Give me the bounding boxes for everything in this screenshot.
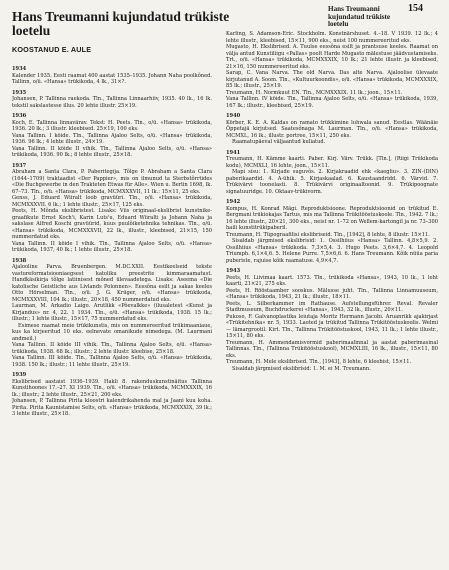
year-heading: 1935 — [12, 89, 27, 96]
year-heading: 1941 — [226, 149, 241, 156]
bibliography-entry: Sisaldab järgmised ekslibrisid: 1. Ossilhiius «Hansa» Tallinn. 4,8×5,9. 2. Ossilhiius «Hansa» trükikoda. 7,3×5,4. 3. Hugo Peets. 3,6×4,7. 4. Leopold Triumph. 6,1×4,6. 5. Helene Purre. 7,5×6,6. 6. Hans Treumann. Kõik nüüa paria puberiste, rajuise kõik raamatuse. 4,9×4,7. — [226, 238, 438, 264]
bibliography-entry: Mapi sisu: 1. Kirjade suguvõs. 2. Kirjakraadid ehk «kaegliu». 3. ZIN-(DIN) paberikaardid. 4. A-ühik. 5. Kirjaskaalad. 6. Kaustaandridd. 6. Värvid. 7. Trükivärvi toonelasti. 8. Trükivärvi originaaltoonid. 9. Trükipoognate signatuuridge. 10. Oktaav-trükivorm. — [226, 169, 438, 195]
year-heading: 1939 — [12, 372, 27, 378]
page-number: 154 — [408, 3, 423, 14]
author-line: KOOSTANUD E. AULE — [12, 45, 92, 54]
bibliography-entry: Raamatupäeval väljaantud kuliatud. — [232, 139, 326, 145]
bibliography-entry: Vana Tallinn. III köide. Tln., Tallinna Ajaloo Selts, o/ü. «Hansa» trükikoda, 1938. 150 lk.; illustr.; 11 lehte illustr., 25×19. — [12, 355, 212, 368]
bibliography-entry: Kalender 1935. Eesti raamat 400 aastat 1535–1935. Johann Naha poolkõned. Tallinn, o/ü. «Hansa» trükikoda, 4 lk., 31×?. — [12, 72, 212, 85]
bibliography-entry: Peets, H. Liivimaa kaart. 1573. Tln., trükikoda «Hansa», 1943, 10 lk., 1 leht kaarti, 21×21, 275 eks. — [226, 274, 438, 287]
year-heading: 1940 — [226, 113, 241, 119]
bibliography-entry: Treumann, H. Mele ekslibrised. Tln., [1943], 8 lehte, 6 kleebist, 15×11. — [226, 359, 412, 365]
bibliography-entry: Treumann, H. Tüpograafilisi ekslibriseid. Tln., [1942], 8 lehte, 8 illustr. 15×11. — [226, 231, 430, 238]
bibliography-entry: Peets, L. Silberkammer im Rathause. Aufstellungsführer. Reval. Revaler Stadtmuseum, Buchdruckerei «Hansa», 1943, 32 lk., illustr., 20×11. — [226, 300, 438, 313]
year-heading: 1937 — [12, 162, 27, 169]
left-column — [12, 66, 212, 566]
bibliography-entry: Johansen, P. Tallinna raekoda. Tln., Tallinna Linnaarhiiv, 1935. 40 lk., 16 lk. tekstil sakslastesse illus. 20 lehte illustr. 25×19. — [12, 96, 212, 109]
bibliography-entry: Esimese raamat meie trükikunstis, mis on nummereeritud trükimaaniaue, kus ka kirjeeritud 10 eks. eelnevate omanikude nimedega. (M. Laurmani andmeil.) — [12, 322, 212, 342]
bibliography-entry: Körber, K. E. A. Kaldas on ramato trükkimine luhwala sanud. Eestlas. Wäänäie Öppetajä kirjutsed. Saatesõnaga M. Laurman. Tln., o/ü. «Hansa» trükikoda, MCMXL, 16 lk.; illustr. portree, 15×11, 250 eks. — [226, 119, 438, 139]
year-heading: 1934 — [12, 66, 27, 72]
bibliography-entry: Mugasto, H. Ekslibrised. A. Tuulse eessõna esilt ja prantsuse keeles. Raamat on välja antud Kunstiliigu «Pallas» poolt Harde Mugasto mälestuse jäädvustamiseks. Trt., o/ü. «Hansa» trükikoda, MCMXXXIX, 10 lk.; 21 lehte illustr. ja kleebised, 21×16, 150 nummereeritud eks. — [226, 44, 438, 70]
bibliography-entry: Abraham a Santa Clara, P. Paberitegija. Tõlge P. Abraham a Santa Clara (1644–1709) traktaadist «Der Pappier», mis on ilmunud ta Sterbstõrrtides «Die Buchgewerbe in den Trakteten Etwas für Alle». Wien u. Berlin 1698, lk. 67–73. Tln., o/ü. «Hansa» trükikoda, MCMXXXVII, 11 lk.: 15×11, 25 eks. — [12, 169, 212, 195]
bibliography-entry: Kompus, H. Konrad Mägi. Reproduktsioone. Reproduktsioonid on trükitud E. Bergmani trükiokajas Tartus, mis ma Tallinna Trükitööstuskoole. Tln., 1942. 7 lk.; 16 lehte illustr., 20×21, 300 eks., neist nr. 1–72 on Wellem-kartongil ja nr. 73–300 haili kunstitrükipaberil. — [226, 205, 438, 231]
bibliography-entry: Laurman, M. Arkadio Laigo. Arutlikk «Põevalkke» (ilusaletest «Kunst ja Kirjandus» nr. 4, 22. 1 1934. Tln., o/ü. «Hansa» trükikoda, 1938. 15 lk.; illustr.; 1 lehte illustr., 15×17, 75 nummerdatud eks. — [12, 303, 212, 322]
bibliography-entry: Peets, H. Rööstaamber sooskus. Mälusse juht. Tln., Tallinna Linnamuuseum, «Hansa» trükikoda, 1943, 21 lk.; illustr., 18×11. — [226, 287, 438, 300]
running-title: Hans Treumanni kujundatud trükiste loetelu — [328, 5, 391, 29]
bibliography-entry: Vana Tallinn. II köide III vihik. Tln., Tallinna Ajaloo Selts, o/ü. «Hansa» trükikoda, 1938. 68 lk.; illustr.; 2 lehte illustr. kleebise, 25×18. — [12, 342, 212, 355]
year-heading: 1936 — [12, 113, 27, 119]
bibliography-entry: Treumann, H. Ammendamisvormid paberimaalinnal ja aastat paberimasinal Tallinnas. Tln., (Tallinna Trükitööstuskool), MCMXLIII, 16 lk., illustr., 15×11, 80 eks. — [226, 339, 438, 359]
bibliography-entry: Treumann, H. Normkuut EN. Tln., MCMXXXIX. 11 lk.; joon., 15×11. — [226, 89, 403, 96]
bibliography-entry: Koch, E. Tallinna linnavärav. Tekst: H. Peets. Tln., o/ü. «Hansa» trükikoda, 1936. 20 lk.; 3 illustr. kleebised. 25×19, 100 eks. — [12, 119, 212, 132]
bibliography-entry: Vana Tallinn. II köide I vihik. Tln., Tallinna Ajaloo Selts, o/ü. «Hansa» trükikoda, 1937, 40 lk.; 1 lehte illustr., 25×18. — [12, 240, 212, 253]
bibliography-entry: Vana Tallinn. II köide II vihik. Tln., Tallinna Ajaloo Selts, o/ü. «Hansa» trükikoda, 1936. 90 lk.; 8 lehte illustr., 25×18. — [12, 145, 212, 158]
bibliography-entry: Treumann, H. Kämme kaarti. Paber. Kirj. Värv. Trükk. [Tln.], (Riigi Trükikoda kodu), MCMXLI, 16 lehte, joon., 15×11. — [226, 156, 438, 169]
bibliography-entry: Pukoso, F. Galvanoplastika leiutaja Moritz Hermann Jacobi. Aruanrikk ajakirjast «Trükitehnika» nr. 5, 1933. Laoted ja trükitud Tallinna Trükitööstuskoolis. Welmi — lämargrootil. Kirt. Tln., Tallinna Trükitööstuskool, 1943, 11 lk.; 1 lehte illustr., 15×11, 80 eks. — [226, 313, 438, 339]
bibliography-entry: Vana Tallinn. I köide. Tln., Tallinna Ajaloo Selts, o/ü. «Hansa» trükikoda, 1936. 96 lk.; 4 lehte illustr., 24×19. — [12, 132, 212, 145]
bibliography-entry: Sisaldab järgmised ekslibrisid: 1. M. ei M. Treumann. — [232, 365, 371, 372]
column-top-gap — [226, 6, 438, 31]
bibliography-entry: Ajalooline Parva. Bruenbergen. M.DC.XXII. Eestikeelseid tekste vastureformatsiooniaegsest katoliku preestrite kimmaraamatust. Handkäsikirja tõlge latiinisest mõned ülevaadetega. Lisaks: Aseema «Die katolische Geistliche aus Livlands Polonnen». Eessõna esilt ja sakas keeles Otto Hörselman. Tln., o/ü. J. G. Krüger, o/ü. «Hansa» trükikoda, MCMXXXVIII, 104 lk.; illustr., 20×18, 450 nummerdatud eks. — [12, 264, 212, 303]
right-column — [226, 6, 438, 566]
page-title: Hans Treumanni kujundatud trükiste loetelu — [12, 9, 230, 38]
bibliography-entry: Genss, J. Eduard Wiiralt loob gravüüri. Tln., o/ü. «Hansa» trükikoda, MCMXXXVII. 6 lk.; 1 lehte illustr., 25×17, 125 eks. — [12, 195, 212, 208]
year-heading: 1943 — [226, 268, 241, 274]
bibliography-entry: Peets, H. Mõnda ekslibristest. Lisaks: Viis originaal-ekslibrist kunstnike-graafikute Ernst Koch'i, Karin Luts'u, Eduard Wiiralti ja Johann Naha ja sakslase Alfred Koschi gravüürid, kuus puulõiketehnika tehnikas. Tln., o/ü. «Hansa» trükikoda, MCMXXXVII, 22 lk., illustr., kleebised, 21×15, 150 nummerdatud eks. — [12, 208, 212, 240]
bibliography-entry: Karling, S. Adamson-Eric. Stockholm. Konstnärshuset. 4.–18. V 1939. 12 lk.; 4 lehte illustr., kleebised, 15×11, 900 eks., neist 100 nummereeritud eks. — [226, 31, 438, 44]
bibliography-entry: Vana Tallinn. IV köide. Tln., Tallinna Ajaloo Selts, o/ü. «Hansa» trükikoda, 1939, 167 lk.; illustr., kleebised, 25×19. — [226, 96, 438, 109]
year-heading: 1938 — [12, 257, 27, 264]
bibliography-entry: Sarap, C. Vana Narva. The old Narva. Das alte Narva. Ajaloolise ülevaate kirjutanud A. Soom. Tln., «Kultuurkoondis», o/ü. «Hansa» trükikoda, MCMXXXIX, 85 lk.; illustr., 25×19. — [226, 70, 438, 89]
year-heading: 1942 — [226, 199, 241, 205]
bibliography-entry: Ekslibrised aastaist 1936–1939. Hakli 8. rakenduskunstinäitus Tallinna Kunstihoones 17.–27. XI 1939. Tln., o/ü. «Hansa» trükikoda, MCMXXXIX, 16 lk.; illustr.; 2 lehte illustr., 25×21, 200 eks. — [12, 378, 212, 398]
bibliography-entry: Johansen, P. Tallinna Pirita kloostri kalendrikahenda mal ja Jaani kuu koha. Pirita. Pirita Kaunistamise Selts, o/ü. «Hansa» trükikoda, MCMXXXIX, 39 lk.; 3 lehte illustr., 25×18. — [12, 398, 212, 417]
